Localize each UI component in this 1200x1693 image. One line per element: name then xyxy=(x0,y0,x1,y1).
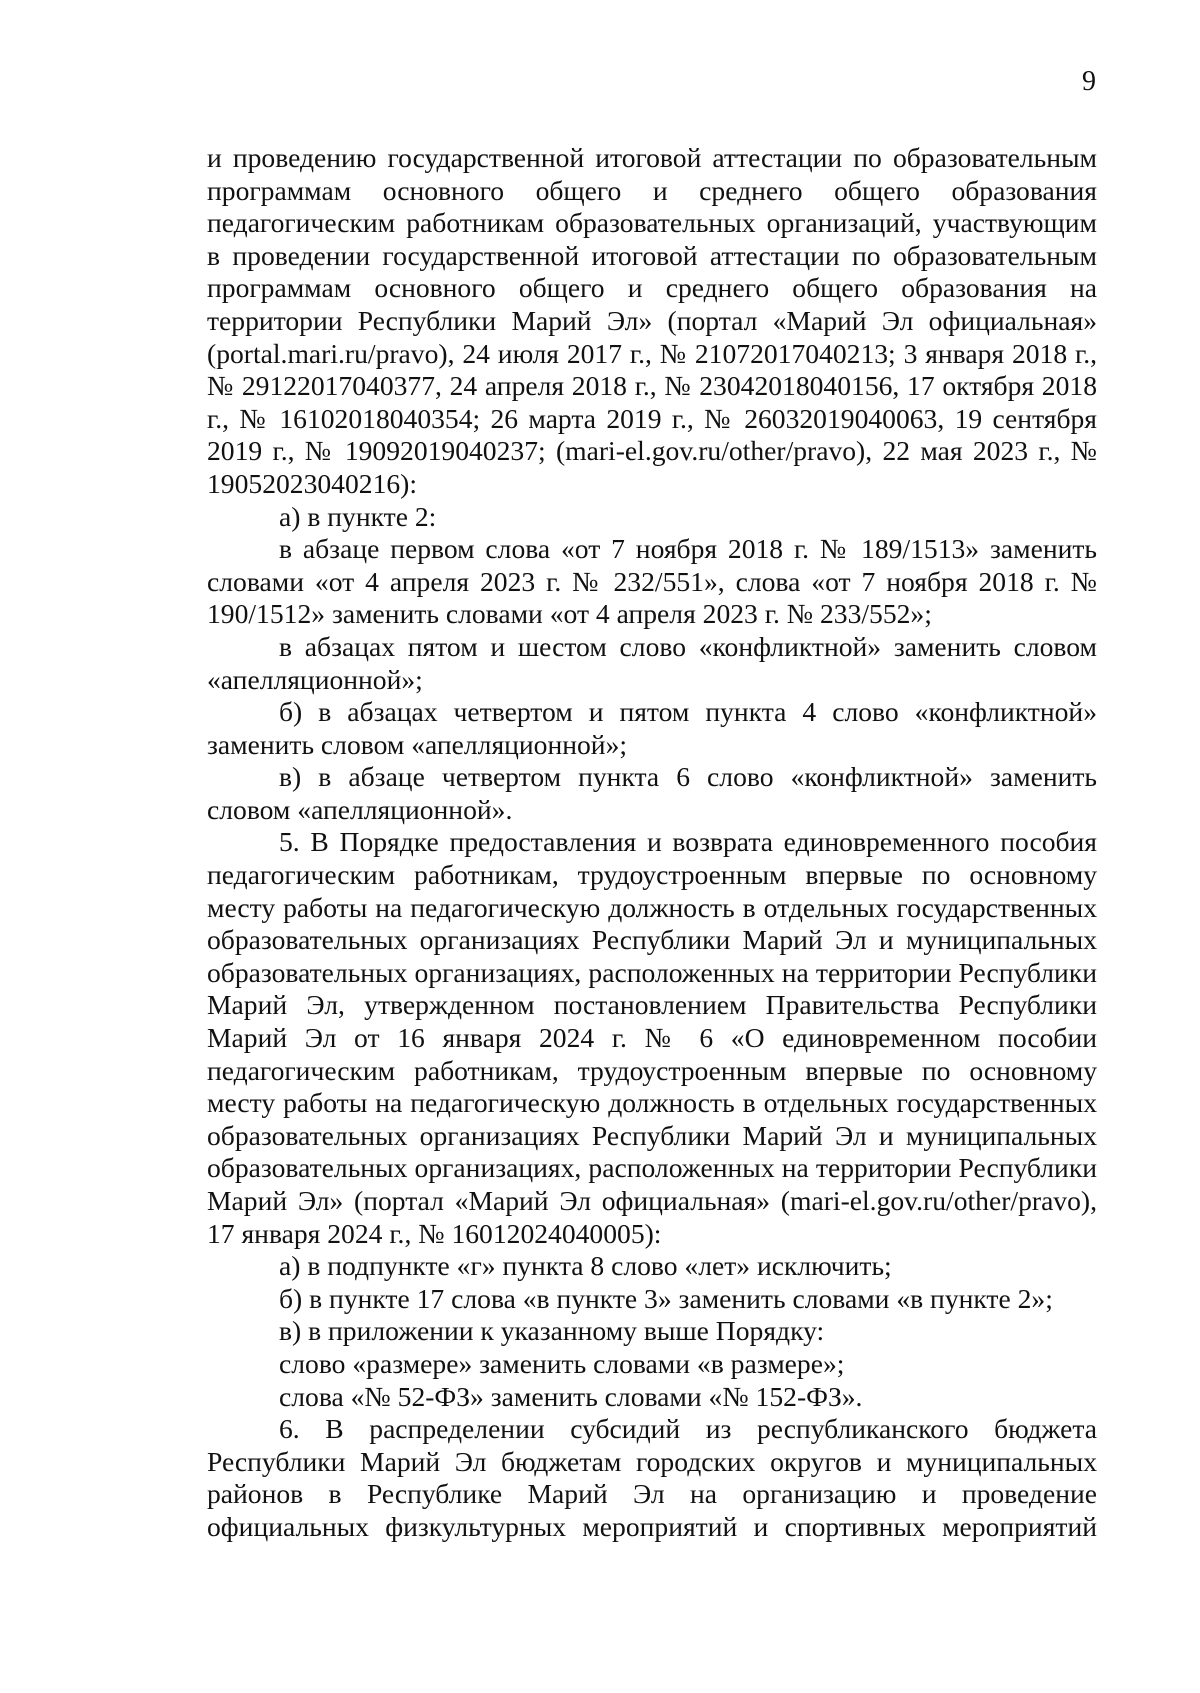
paragraph-fifth-sixth-abzac: в абзацах пятом и шестом слово «конфликтной» заменить словом «апелляционной»; xyxy=(207,630,1097,695)
paragraph-item-v-point-6: в) в абзаце четвертом пункта 6 слово «конфликтной» заменить словом «апелляционной». xyxy=(207,761,1097,825)
paragraph-item-b-point-4: б) в абзацах четвертом и пятом пункта 4 слово «конфликтной» заменить словом «апелляционной»; xyxy=(207,696,1097,760)
paragraph-first-abzac-replacement: в абзаце первом слова «от 7 ноября 2018 г. № 189/1513» заменить словами «от 4 апреля 2023 г. № 232/551», слова «от 7 ноября 2018 г. № 190/1512» заменить словами «от 4 апреля 2023 г. № 233/552»; xyxy=(207,533,1097,630)
paragraph-fz-replacement: слова «№ 52-ФЗ» заменить словами «№ 152-ФЗ». xyxy=(279,1380,863,1412)
paragraph-item-a-point-2: а) в пункте 2: xyxy=(279,500,437,532)
paragraph-section-5: 5. В Порядке предоставления и возврата единовременного пособия педагогическим работникам, трудоустроенным впервые по основному месту работы на педагогическую должность в отдельных государственных образовательных организациях Республики Марий Эл и муниципальных образовательных организациях, расположенных на территории Республики Марий Эл, утвержденном постановлением Правительства Республики Марий Эл от 16 января 2024 г. № 6 «О единовременном пособии педагогическим работникам, трудоустроенным впервые по основному месту работы на педагогическую должность в отдельных государственных образовательных организациях Республики Марий Эл и муниципальных образовательных организациях, расположенных на территории Республики Марий Эл» (портал «Марий Эл официальная» (mari-el.gov.ru/other/pravo), 17 января 2024 г., № 16012024040005): xyxy=(207,826,1097,1249)
document-body xyxy=(207,142,1097,1544)
page-number: 9 xyxy=(1082,66,1096,97)
paragraph-continuation: и проведению государственной итоговой аттестации по образовательным программам основного общего и среднего общего образования педагогическим работникам образовательных организаций, участвующим в проведении государственной итоговой аттестации по образовательным программам основного общего и среднего общего образования на территории Республики Марий Эл» (портал «Марий Эл официальная» (portal.mari.ru/pravo), 24 июля 2017 г., № 21072017040213; 3 января 2018 г., № 29122017040377, 24 апреля 2018 г., № 23042018040156, 17 октября 2018 г., № 16102018040354; 26 марта 2019 г., № 26032019040063, 19 сентября 2019 г., № 19092019040237; (mari-el.gov.ru/other/pravo), 22 мая 2023 г., № 19052023040216): xyxy=(207,142,1097,499)
paragraph-razmere-replacement: слово «размере» заменить словами «в размере»; xyxy=(279,1347,845,1379)
paragraph-section-6: 6. В распределении субсидий из республиканского бюджета Республики Марий Эл бюджетам городских округов и муниципальных районов в Республике Марий Эл на организацию и проведение официальных физкультурных мероприятий и спортивных мероприятий xyxy=(207,1413,1097,1542)
paragraph-section-5-item-v: в) в приложении к указанному выше Порядку: xyxy=(279,1315,825,1347)
paragraph-section-5-item-b: б) в пункте 17 слова «в пункте 3» заменить словами «в пункте 2»; xyxy=(279,1282,1053,1314)
paragraph-section-5-item-a: а) в подпункте «г» пункта 8 слово «лет» исключить; xyxy=(279,1250,892,1282)
